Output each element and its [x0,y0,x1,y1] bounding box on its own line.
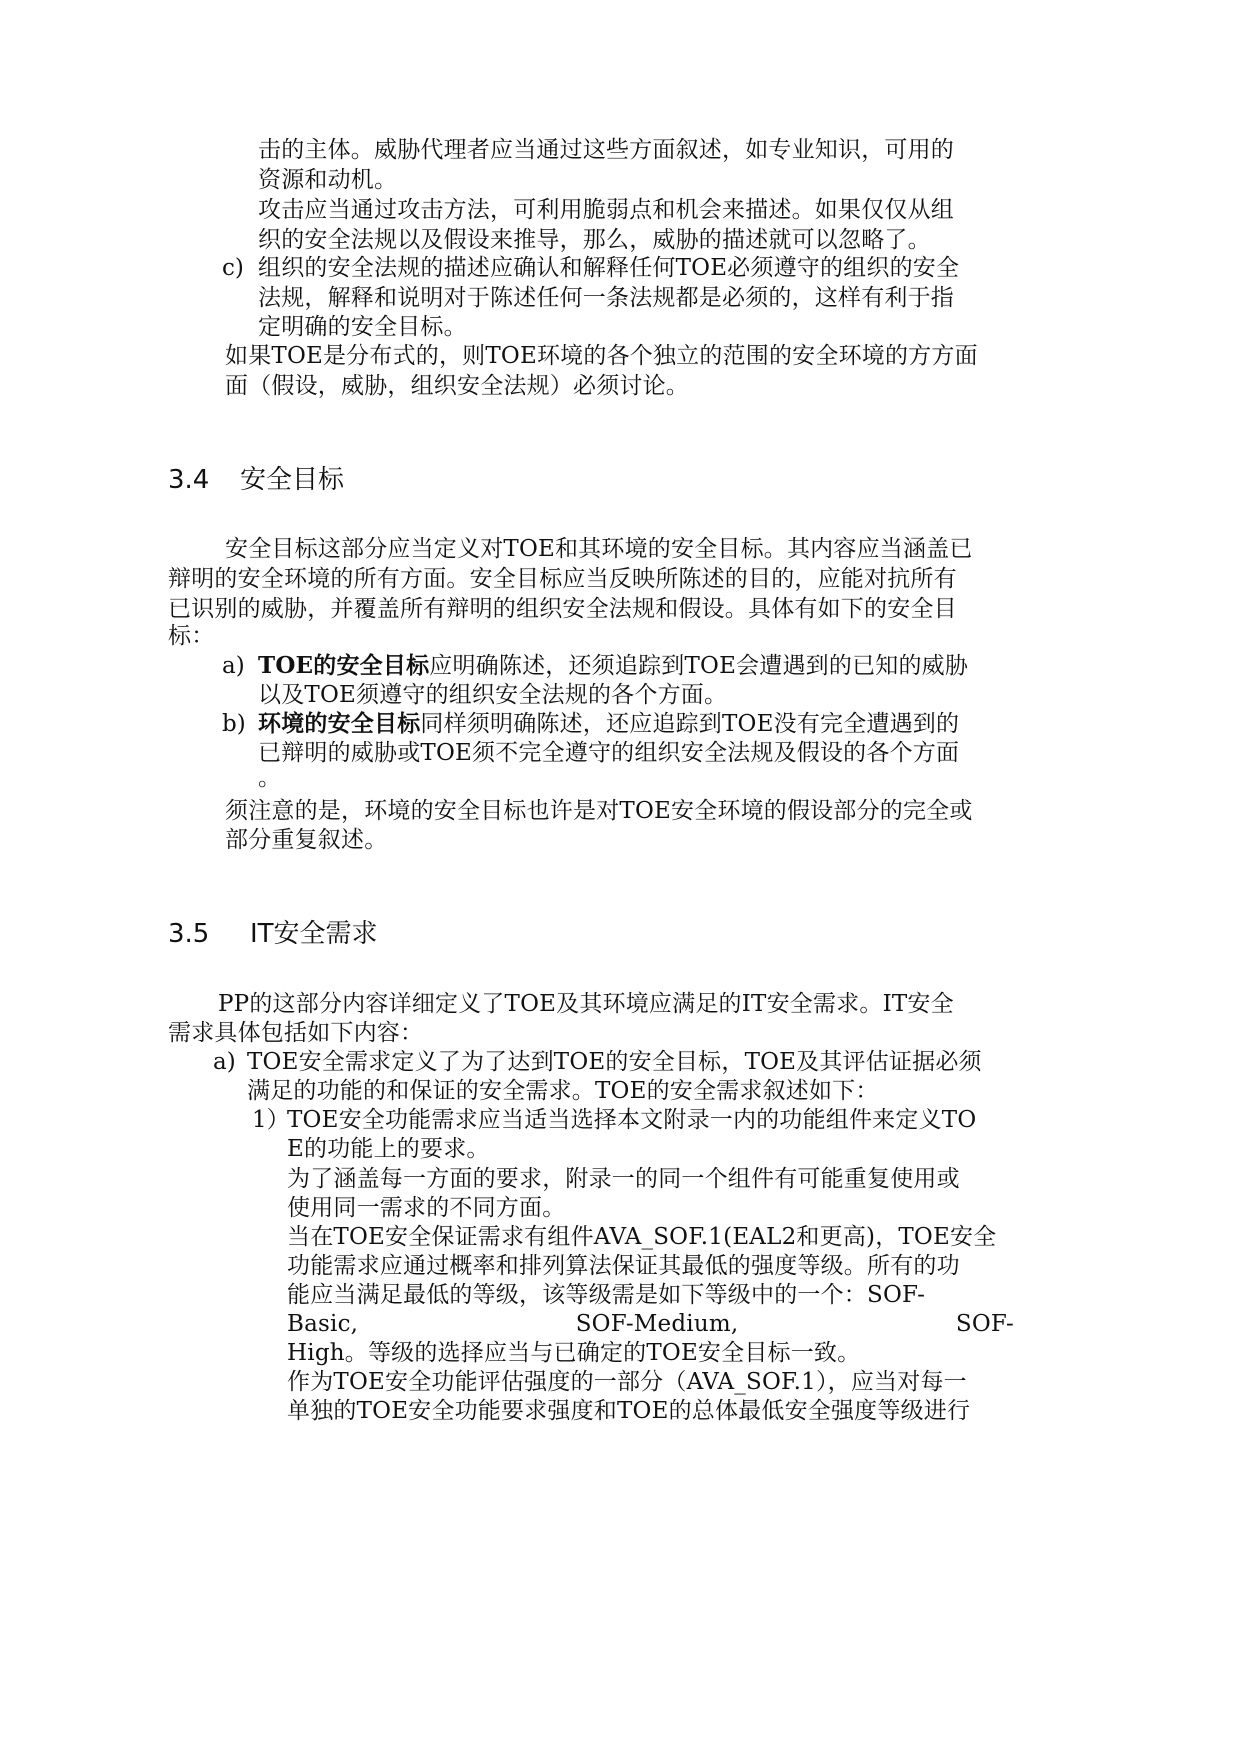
paragraph-line: 已识别的威胁，并覆盖所有辩明的组织安全法规和假设。具体有如下的安全目 [168,596,957,622]
list-item-line [258,650,968,682]
list-marker-a: a) [222,653,245,679]
list-marker-b: b) [222,711,246,737]
paragraph-line: 须注意的是，环境的安全目标也许是对TOE安全环境的假设部分的完全或 [225,798,973,824]
list-marker-a: a) [213,1049,236,1075]
list-item-line: 单独的TOE安全功能要求强度和TOE的总体最低安全强度等级进行 [287,1398,971,1424]
list-item-line: 。 [258,765,282,791]
section-number: 3.4 [168,465,210,495]
section-title: 安全目标 [240,465,345,495]
justified-line [287,1308,1014,1340]
list-item-line: TOE安全需求定义了为了达到TOE的安全目标，TOE及其评估证据必须 [247,1049,982,1075]
list-item-line: High。等级的选择应当与已确定的TOE安全目标一致。 [287,1340,861,1366]
bold-term: TOE的安全目标 [258,652,430,679]
list-item-line: 组织的安全法规的描述应确认和解释任何TOE必须遵守的组织的安全 [258,255,960,281]
list-item-line: 以及TOE须遵守的组织安全法规的各个方面。 [258,682,728,708]
paragraph-line: 部分重复叙述。 [225,827,388,853]
paragraph-line: 攻击应当通过攻击方法，可利用脆弱点和机会来描述。如果仅仅从组 [258,197,954,223]
paragraph-line: 如果TOE是分布式的，则TOE环境的各个独立的范围的安全环境的方方面 [225,343,978,369]
list-item-line: 能应当满足最低的等级，该等级需是如下等级中的一个：SOF- [287,1282,926,1308]
paragraph-line: 辩明的安全环境的所有方面。安全目标应当反映所陈述的目的，应能对抗所有 [168,566,957,592]
list-item-line: 法规，解释和说明对于陈述任何一条法规都是必须的，这样有利于指 [258,285,954,311]
list-item-line: E的功能上的要求。 [287,1136,490,1162]
paragraph-line: 织的安全法规以及假设来推导，那么，威胁的描述就可以忽略了。 [258,227,931,253]
paragraph-line: PP的这部分内容详细定义了TOE及其环境应满足的IT安全需求。IT安全 [218,991,954,1017]
list-item-line: 使用同一需求的不同方面。 [287,1195,566,1221]
paragraph-line: 面（假设，威胁，组织安全法规）必须讨论。 [225,373,689,399]
list-item-line: TOE安全功能需求应当适当选择本文附录一内的功能组件来定义TO [287,1107,977,1133]
sof-level-medium: SOF-Medium, [575,1311,739,1337]
paragraph-line: 标： [168,623,215,649]
list-item-line [258,708,959,740]
list-item-line: 定明确的安全目标。 [258,314,467,340]
paragraph-line: 安全目标这部分应当定义对TOE和其环境的安全目标。其内容应当涵盖已 [225,536,973,562]
section-heading-3-4 [168,463,344,497]
paragraph-line: 资源和动机。 [258,167,398,193]
list-item-line: 为了涵盖每一方面的要求，附录一的同一个组件有可能重复使用或 [287,1166,960,1192]
list-item-line: 功能需求应通过概率和排列算法保证其最低的强度等级。所有的功 [287,1253,960,1279]
list-item-line: 已辩明的威胁或TOE须不完全遵守的组织安全法规及假设的各个方面 [258,740,960,766]
bold-term: 环境的安全目标 [258,710,421,737]
list-marker-1: 1） [252,1107,290,1133]
list-marker-c: c) [222,255,244,281]
list-item-line: 满足的功能的和保证的安全需求。TOE的安全需求叙述如下： [247,1078,879,1104]
list-item-line: 当在TOE安全保证需求有组件AVA_SOF.1(EAL2和更高)，TOE安全 [287,1224,997,1250]
section-number: 3.5 [168,919,210,949]
list-item-text: 同样须明确陈述，还应追踪到TOE没有完全遭遇到的 [420,711,960,737]
list-item-line: 作为TOE安全功能评估强度的一部分（AVA_SOF.1），应当对每一 [287,1369,967,1395]
sof-level-basic: Basic, [287,1311,359,1337]
section-heading-3-5 [168,917,378,951]
list-item-text: 应明确陈述，还须追踪到TOE会遭遇到的已知的威胁 [429,653,969,679]
paragraph-line: 击的主体。威胁代理者应当通过这些方面叙述，如专业知识，可用的 [258,137,954,163]
paragraph-line: 需求具体包括如下内容： [168,1020,424,1046]
sof-level-high-prefix: SOF- [955,1311,1014,1337]
section-title: IT安全需求 [250,919,378,949]
